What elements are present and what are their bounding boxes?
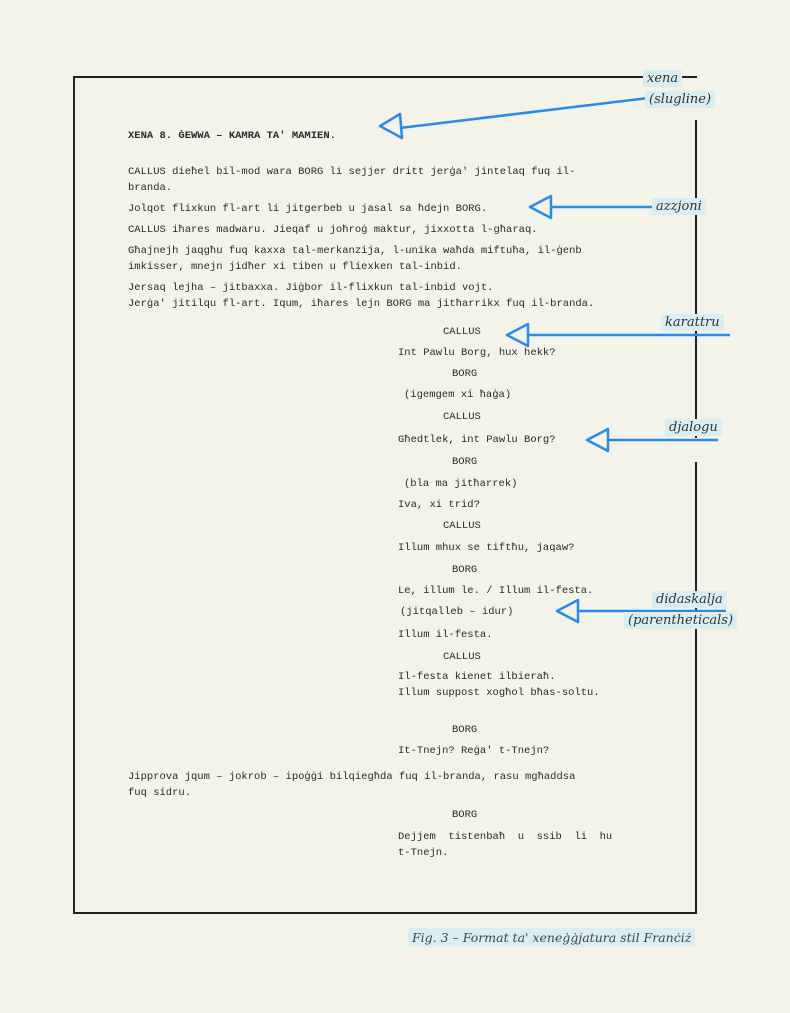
character-name: BORG (452, 809, 478, 821)
parenthetical: (igemgem xi ħaġa) (404, 389, 512, 401)
character-name: CALLUS (443, 651, 481, 663)
dialogue-line: Le, illum le. / Illum il-festa. (398, 585, 594, 597)
action-line: Jipprova jqum – jokrob – ipoġġi bilqiegħda fuq il-branda, rasu mgħaddsa (128, 771, 576, 783)
character-name: BORG (452, 564, 478, 576)
action-line: fuq sidru. (128, 787, 192, 799)
action-line: Jersaq lejha – jitbaxxa. Jiġbor il-flixkun tal-inbid vojt. (128, 282, 494, 294)
dialogue-line: It-Tnejn? Reġa' t-Tnejn? (398, 745, 550, 757)
arrowhead-parenthetical (557, 600, 578, 622)
action-line: Għajnejh jaqgħu fuq kaxxa tal-merkanzija, l-unika waħda miftuħa, il-ġenb (128, 245, 582, 257)
parenthetical: (bla ma jitħarrek) (404, 478, 518, 490)
label-parentheticals: (parentheticals) (624, 612, 737, 629)
dialogue-line: Illum suppost xogħol bħas-soltu. (398, 687, 600, 699)
parenthetical: (jitqalleb – idur) (400, 606, 514, 618)
character-name: BORG (452, 456, 478, 468)
figure-caption: Fig. 3 – Format ta' xeneġġjatura stil Franċiż (408, 928, 695, 947)
action-line: Jolqot flixkun fl-art li jitgerbeb u jasal sa ħdejn BORG. (128, 203, 488, 215)
dialogue-line: Il-festa kienet ilbieraħ. (398, 671, 556, 683)
character-name: CALLUS (443, 411, 481, 423)
dialogue-line: Illum mhux se tiftħu, jaqaw? (398, 542, 575, 554)
character-name: BORG (452, 724, 478, 736)
label-xena: xena (643, 70, 682, 87)
dialogue-line: Illum il-festa. (398, 629, 493, 641)
character-name: CALLUS (443, 520, 481, 532)
arrow-slugline (400, 98, 648, 128)
action-line: branda. (128, 182, 173, 194)
label-didaskalja: didaskalja (652, 591, 727, 608)
dialogue-line: Għedtlek, int Pawlu Borg? (398, 434, 556, 446)
arrowhead-dialogue (587, 429, 608, 451)
label-slugline: (slugline) (645, 91, 715, 108)
arrowhead-action (530, 196, 551, 218)
arrowhead-character (507, 324, 528, 346)
label-azzjoni: azzjoni (652, 198, 706, 215)
action-line: CALLUS dieħel bil-mod wara BORG li sejjer dritt jerġa' jintelaq fuq il- (128, 166, 576, 178)
dialogue-line: Iva, xi trid? (398, 499, 480, 511)
dialogue-line: Dejjem tistenbaħ u ssib li hu (398, 831, 613, 843)
arrowhead-slugline (380, 114, 402, 138)
action-line: CALLUS iħares madwaru. Jieqaf u joħroġ maktur, jixxotta l-għaraq. (128, 224, 538, 236)
character-name: CALLUS (443, 326, 481, 338)
action-line: Jerġa' jitilqu fl-art. Iqum, iħares lejn BORG ma jitħarrikx fuq il-branda. (128, 298, 595, 310)
dialogue-line: Int Pawlu Borg, hux hekk? (398, 347, 556, 359)
label-djalogu: djalogu (665, 419, 722, 436)
action-line: imkisser, mnejn jidħer xi tiben u fliexken tal-inbid. (128, 261, 462, 273)
dialogue-line: t-Tnejn. (398, 847, 449, 859)
slugline: XENA 8. ĠEWWA – KAMRA TA' MAMIEN. (128, 130, 336, 142)
character-name: BORG (452, 368, 478, 380)
label-karattru: karattru (661, 314, 724, 331)
